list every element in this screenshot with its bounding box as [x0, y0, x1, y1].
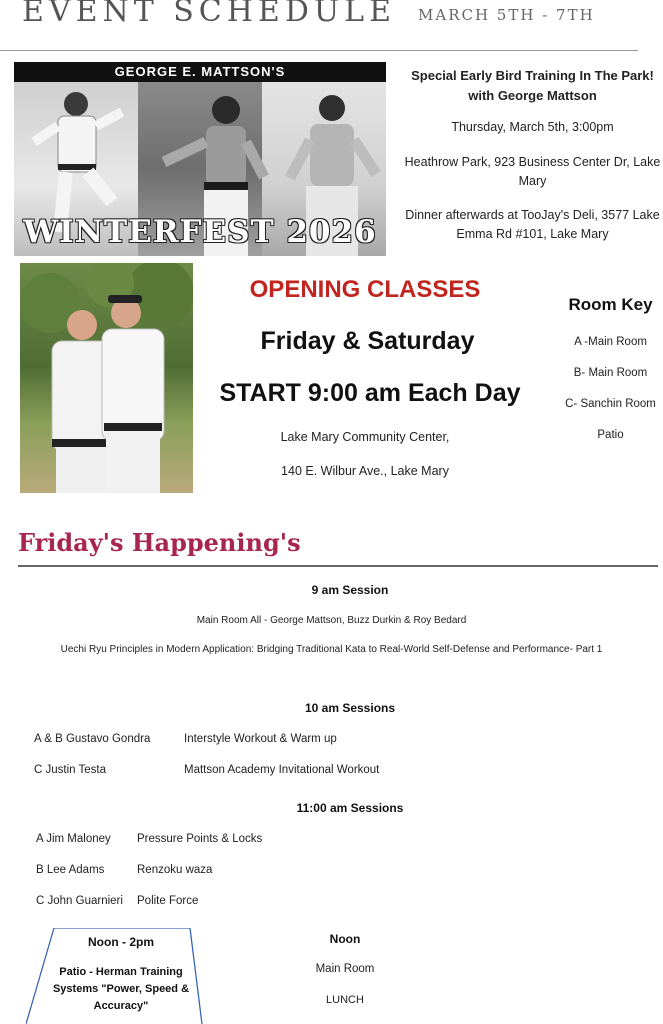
session-9am-instructors: Main Room All - George Mattson, Buzz Durkin & Roy Bedard [196, 615, 467, 626]
instructors-photo [20, 263, 193, 493]
session-11am-class: Pressure Points & Locks [137, 833, 263, 845]
opening-address: 140 E. Wilbur Ave., Lake Mary [281, 464, 449, 478]
session-9am-heading: 9 am Session [311, 583, 389, 597]
room-key [548, 295, 663, 457]
session-11am-instructor: B Lee Adams [36, 864, 105, 876]
banner-top-text: GEORGE E. MATTSON'S [14, 62, 386, 82]
session-11am-heading: 11:00 am Sessions [296, 801, 404, 815]
friday-heading: Friday's Happening's [18, 528, 301, 557]
session-11am-class: Polite Force [137, 895, 199, 907]
page-title: EVENT SCHEDULE [22, 0, 396, 29]
noon-patio-box [26, 928, 206, 1024]
session-10am-class: Interstyle Workout & Warm up [184, 733, 337, 745]
early-bird-date: Thursday, March 5th, 3:00pm [451, 120, 614, 134]
session-9am-topic: Uechi Ryu Principles in Modern Application: Bridging Traditional Kata to Real-World Self-Defense and Performance- Part 1 [60, 644, 603, 655]
friday-divider [18, 565, 658, 567]
room-key-title: Room Key [568, 295, 653, 314]
session-10am-class: Mattson Academy Invitational Workout [184, 764, 380, 776]
session-10am-instructor: A & B Gustavo Gondra [34, 733, 151, 745]
early-bird-location: Heathrow Park, 923 Business Center Dr, Lake Mary [404, 155, 661, 188]
banner-title: WINTERFEST 2026 [23, 214, 377, 250]
session-11am-instructor: C John Guarnieri [36, 895, 123, 907]
early-bird-title: Special Early Bird Training In The Park! with George Mattson [411, 68, 654, 103]
room-key-item: A -Main Room [574, 336, 647, 348]
opening-start-time: START 9:00 am Each Day [219, 379, 521, 407]
header-divider [0, 50, 638, 51]
noon-heading: Noon [329, 932, 361, 946]
noon-box-description: Patio - Herman Training Systems "Power, Speed & Accuracy" [52, 966, 190, 1012]
session-10am-instructor: C Justin Testa [34, 764, 107, 776]
session-11am-class: Renzoku waza [137, 864, 213, 876]
event-dates: MARCH 5TH - 7TH [418, 6, 595, 24]
noon-room: Main Room [315, 963, 375, 975]
noon-lunch: LUNCH [326, 994, 364, 1006]
room-key-item: C- Sanchin Room [565, 398, 656, 410]
opening-classes-title: OPENING CLASSES [249, 276, 481, 303]
session-11am-instructor: A Jim Maloney [36, 833, 111, 845]
room-key-item: Patio [597, 429, 624, 441]
session-10am-heading: 10 am Sessions [304, 701, 396, 715]
noon-box-heading: Noon - 2pm [88, 935, 154, 949]
room-key-item: B- Main Room [573, 367, 648, 379]
opening-days: Friday & Saturday [260, 327, 475, 355]
opening-venue: Lake Mary Community Center, [280, 430, 450, 444]
winterfest-banner-image [14, 62, 386, 256]
early-bird-dinner: Dinner afterwards at TooJay's Deli, 3577 Lake Emma Rd #101, Lake Mary [405, 208, 660, 241]
